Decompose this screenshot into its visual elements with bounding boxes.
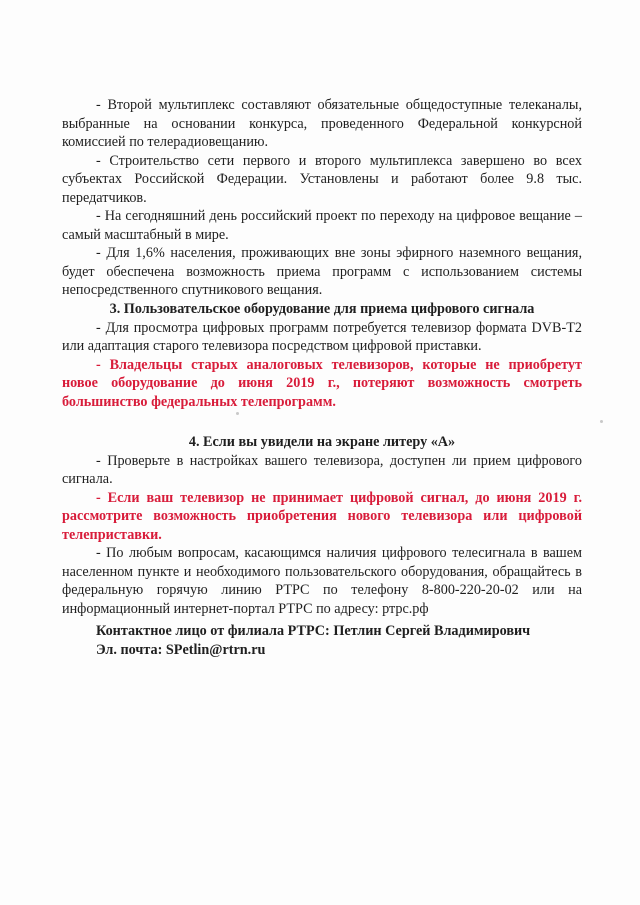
section-3-heading: 3. Пользовательское оборудование для приема цифрового сигнала — [109, 301, 535, 317]
paragraph-largest-project: - На сегодняшний день российский проект по переходу на цифровое вещание – самый масштабный в мире. — [62, 208, 582, 243]
paragraph-satellite: - Для 1,6% населения, проживающих вне зоны эфирного наземного вещания, будет обеспечена возможность приема программ с использованием системы непосредственного спутникового вещания. — [62, 245, 582, 298]
paragraph-network-construction: - Строительство сети первого и второго мультиплекса завершено во всех субъектах Российской Федерации. Установлены и работают более 9.8 тыс. передатчиков. — [62, 152, 582, 206]
paragraph-dvb-t2: - Для просмотра цифровых программ потребуется телевизор формата DVB-T2 или адаптация старого телевизора посредством цифровой приставки. — [62, 319, 582, 354]
section-3 — [62, 300, 582, 411]
section-4-heading: 4. Если вы увидели на экране литеру «А» — [188, 434, 456, 450]
contact-email: Эл. почта: SPetlin@rtrn.ru — [96, 641, 266, 658]
warning-no-digital-signal: - Если ваш телевизор не принимает цифровой сигнал, до июня 2019 г. рассмотрите возможность приобретения нового телевизора или цифровой телеприставки. — [62, 489, 582, 543]
scan-speck — [600, 420, 603, 423]
paragraph-second-multiplex: - Второй мультиплекс составляют обязательные общедоступные телеканалы, выбранные на основании конкурса, проведенного Федеральной конкурсной комиссией по телерадиовещанию. — [62, 97, 582, 150]
paragraph-check-settings: - Проверьте в настройках вашего телевизора, доступен ли прием цифрового сигнала. — [62, 452, 582, 487]
section-4 — [62, 433, 582, 618]
contact-person: Контактное лицо от филиала РТРС: Петлин Сергей Владимирович — [96, 623, 531, 639]
contact-block — [62, 622, 582, 659]
paragraph-hotline: - По любым вопросам, касающимся наличия цифрового телесигнала в вашем населенном пункте и необходимого пользовательского оборудования, обращайтесь в федеральную горячую линию РТРС по телефону 8-800-220-20-02 или на информационный интернет-портал РТРС по адресу: ртрс.рф — [62, 545, 582, 617]
section-2-text — [62, 96, 582, 300]
scan-speck — [236, 412, 239, 415]
warning-analog-owners: - Владельцы старых аналоговых телевизоров, которые не приобретут новое оборудование до июня 2019 г., потеряют возможность смотреть большинство федеральных телепрограмм. — [62, 356, 582, 410]
